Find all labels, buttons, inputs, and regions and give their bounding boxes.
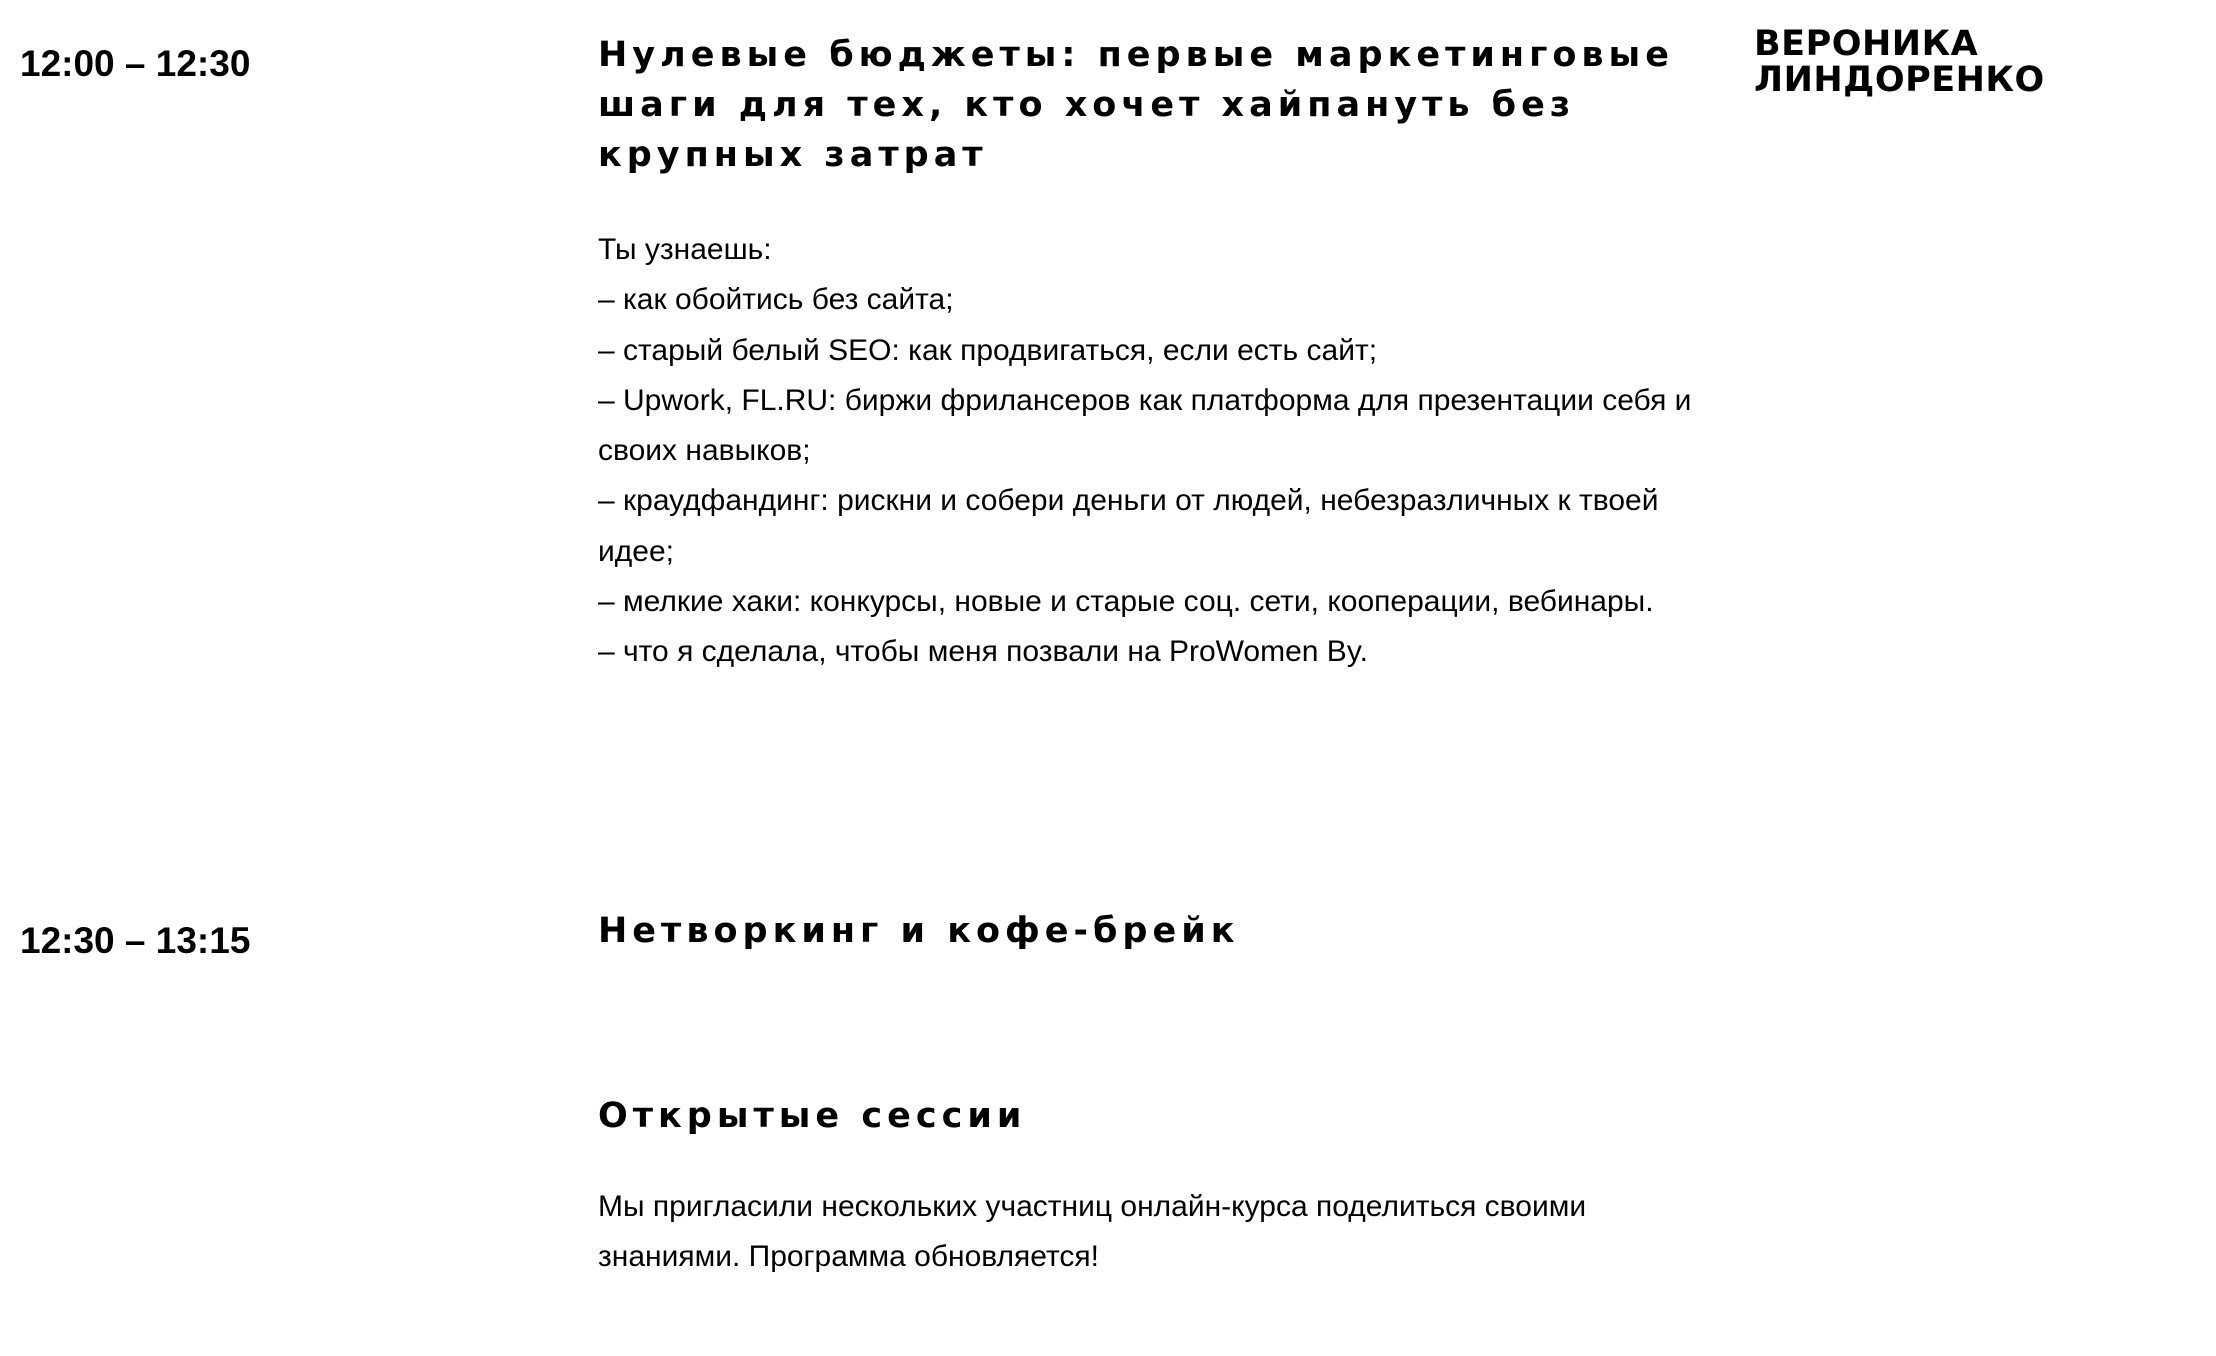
session-title: Нулевые бюджеты: первые маркетинговые шаги для тех, кто хочет хайпануть без крупных затрат: [598, 35, 1674, 175]
speaker-first-name: ВЕРОНИКА: [1754, 24, 1979, 64]
session-title: Нетворкинг и кофе-брейк: [598, 911, 1240, 951]
description-point: – как обойтись без сайта;: [598, 283, 954, 317]
description-point: – старый белый SEO: как продвигаться, если есть сайт;: [598, 333, 1378, 367]
description-point: – мелкие хаки: конкурсы, новые и старые соц. сети, кооперации, вебинары.: [598, 585, 1654, 619]
description-point: – Upwork, FL.RU: биржи фрилансеров как платформа для презентации себя и своих навыков;: [598, 383, 1692, 468]
description-point: – краудфандинг: рискни и собери деньги от людей, небезразличных к твоей идее;: [598, 484, 1659, 568]
open-sessions-description: Мы пригласили нескольких участниц онлайн-курса поделиться своими знаниями. Программа обновляется!: [598, 1190, 1587, 1274]
session-time: 12:30 – 13:15: [20, 920, 251, 961]
open-sessions-title: Открытые сессии: [598, 1096, 1027, 1136]
speaker-name: [1754, 26, 2174, 98]
description-point: – что я сделала, чтобы меня позвали на ProWomen By.: [598, 635, 1368, 669]
session-description: [598, 225, 1708, 678]
description-intro: Ты узнаешь:: [598, 233, 772, 266]
speaker-last-name: ЛИНДОРЕНКО: [1754, 60, 2045, 100]
session-time: 12:00 – 12:30: [20, 43, 251, 84]
